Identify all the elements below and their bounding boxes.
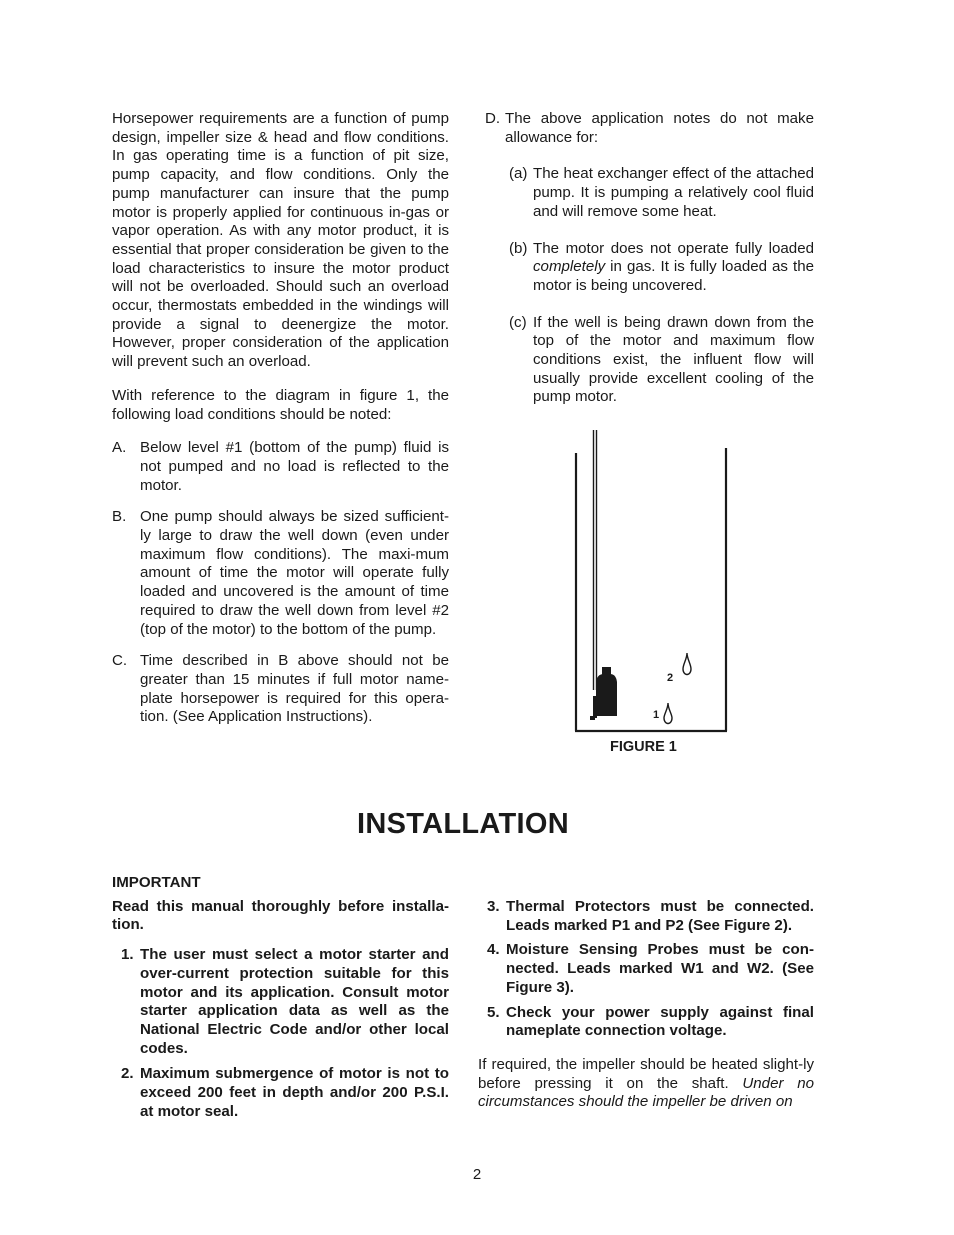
item-label: 3. [487, 898, 500, 915]
item-text: The above application notes do not make allowance for: [505, 110, 814, 146]
figure-1-diagram [560, 420, 740, 740]
sub-item-text-emphasis: completely [533, 258, 606, 276]
sub-item-c [485, 314, 814, 408]
page-number: 2 [472, 1166, 482, 1183]
item-label: C. [112, 652, 128, 670]
level-2-float-icon [683, 653, 691, 675]
sub-item-text: The heat exchanger effect of the attached pump. It is pumping a relatively cool fluid and will remove some heat. [533, 165, 814, 220]
item-label: 1. [121, 946, 134, 964]
closing-paragraph [478, 1056, 814, 1112]
read-manual-text: Read this manual thoroughly before installa-tion. [112, 897, 449, 934]
item-text: One pump should always be sized sufficient-ly large to draw the well down (even under maximum flow conditions). The maxi-mum amount of time the motor will operate fully loaded and uncovered is the amount of time required to draw the well down from level #2 (top of the motor) to the bottom of the pump. [140, 508, 449, 638]
sub-item-text-post: in gas. It is fully loaded as the motor is being uncovered. [533, 258, 814, 294]
closing-text-emphasis: Under no circumstances should the impeller be driven on [478, 1074, 815, 1111]
list-item [112, 652, 449, 727]
list-item-d [485, 110, 814, 147]
figure-caption: FIGURE 1 [610, 739, 677, 755]
reference-paragraph: With reference to the diagram in figure 1, the following load conditions should be noted: [112, 386, 449, 423]
important-label: IMPORTANT [112, 874, 201, 891]
item-text: Moisture Sensing Probes must be con-nected. Leads marked W1 and W2. (See Figure 3). [506, 941, 814, 996]
left-bottom-column [112, 874, 449, 1121]
item-label: 4. [487, 941, 500, 959]
right-bottom-column [478, 898, 814, 1112]
item-label: 5. [487, 1003, 500, 1021]
intro-paragraph: Horsepower requirements are a function of pump design, impeller size & head and flow conditions. In gas operating time is a function of pit size, pump capacity, and flow conditions. Only the pump manufacturer can insure that the pump motor is properly applied for continuous in-gas or vapor operation. As with any motor product, it is essential that proper consideration be given to the load characteristics to insure the motor product will not be overloaded. Should such an overload occur, thermostats embedded in the windings will provide a signal to deenergize the motor. However, proper consideration of the application will prevent such an overload. [112, 110, 449, 371]
left-top-column [112, 110, 449, 727]
level-1-float-icon [664, 703, 672, 724]
list-item [112, 946, 449, 1058]
sub-item-label: (c) [509, 313, 527, 331]
level-2-label: 2 [667, 672, 674, 684]
item-text: Below level #1 (bottom of the pump) fluid is not pumped and no load is reflected to the motor. [140, 439, 449, 494]
sub-item-label: (a) [509, 165, 528, 183]
item-label: D. [485, 110, 501, 127]
sub-item-text-pre: The motor does not operate fully loaded [533, 239, 814, 257]
item-label: A. [112, 439, 127, 457]
list-item [478, 898, 814, 935]
item-text: Check your power supply against final nameplate connection voltage. [506, 1003, 814, 1040]
level-1-label: 1 [653, 709, 660, 721]
sub-item-text: If the well is being drawn down from the top of the motor and maximum flow conditions exist, the influent flow will usually provide excellent cooling of the pump motor. [533, 313, 814, 406]
list-item [112, 1065, 449, 1121]
item-text: Thermal Protectors must be connected. Leads marked P1 and P2 (See Figure 2). [506, 898, 814, 934]
list-item [478, 941, 814, 997]
list-item [112, 508, 449, 639]
sub-item-b [485, 240, 814, 296]
list-item [112, 439, 449, 495]
item-text: The user must select a motor starter and over-current protection suitable for this motor and its application. Consult motor starter application data as well as the National Electric Code and/or other local codes. [140, 946, 449, 1057]
closing-text: If required, the impeller should be heated slight-ly before pressing it on the shaft. [478, 1055, 814, 1092]
item-label: 2. [121, 1065, 134, 1083]
right-top-column [485, 110, 814, 407]
item-text: Time described in B above should not be greater than 15 minutes if full motor name-plate horsepower is required for this opera-tion. (See Application Instructions). [140, 652, 449, 726]
sub-item-label: (b) [509, 239, 528, 257]
sub-item-text [533, 240, 814, 296]
item-text: Maximum submergence of motor is not to exceed 200 feet in depth and/or 200 P.S.I. at motor seal. [140, 1065, 449, 1120]
item-label: B. [112, 508, 127, 526]
sub-item-a [485, 165, 814, 221]
section-title: INSTALLATION [357, 808, 569, 840]
list-item [478, 1004, 814, 1041]
